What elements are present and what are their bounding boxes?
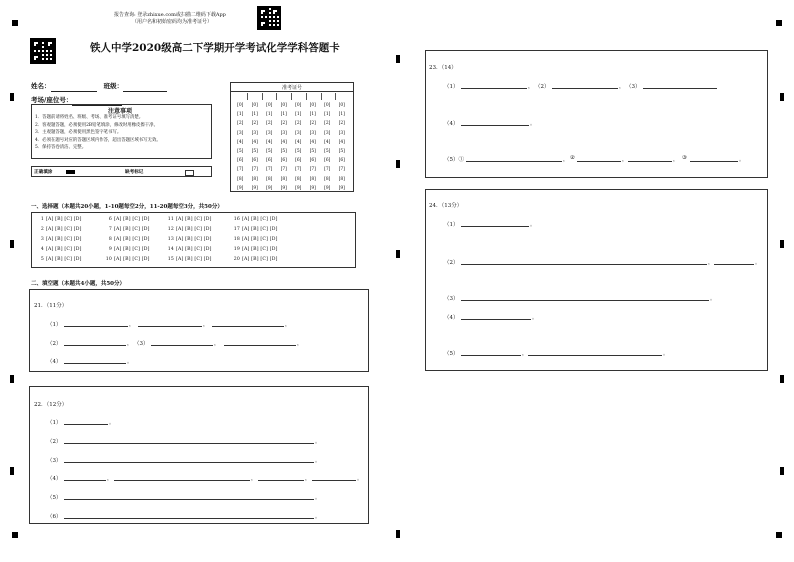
mc-question-number: 14 <box>167 247 174 252</box>
fill-legend <box>31 166 212 177</box>
exam-id-bubble[interactable]: [1] <box>251 112 258 118</box>
mc-question-number: 3 <box>40 237 44 242</box>
class-label: 班级： <box>103 82 124 90</box>
timing-mark <box>776 20 782 26</box>
mc-option-bubbles[interactable]: [A] [B] [C] [D] <box>114 217 150 222</box>
q22-part5-label: （5） <box>47 495 62 501</box>
mc-option-bubbles[interactable]: [A] [B] [C] [D] <box>114 227 150 232</box>
q22-answer-line[interactable] <box>64 518 314 519</box>
mc-question-row[interactable] <box>167 257 212 262</box>
q23-answer-line[interactable] <box>577 161 621 162</box>
mc-question-number: 7 <box>108 227 112 232</box>
exam-id-bubble[interactable]: [7] <box>338 167 345 173</box>
mc-option-bubbles[interactable]: [A] [B] [C] [D] <box>242 227 278 232</box>
exam-id-bubble[interactable]: [8] <box>324 176 331 182</box>
exam-id-bubble[interactable]: [2] <box>251 121 258 127</box>
q23-answer-line[interactable] <box>628 161 672 162</box>
mc-option-bubbles[interactable]: [A] [B] [C] [D] <box>242 257 278 262</box>
exam-id-bubble[interactable]: [2] <box>280 121 287 127</box>
exam-id-bubble[interactable]: [9] <box>324 185 331 191</box>
notice-title: 注意事项 <box>108 108 133 115</box>
exam-id-bubble[interactable]: [0] <box>295 103 302 108</box>
exam-id-bubble[interactable]: [6] <box>266 158 273 164</box>
mc-question-number: 1 <box>40 217 44 222</box>
exam-id-bubble[interactable]: [5] <box>324 148 331 154</box>
exam-id-bubble[interactable]: [7] <box>309 167 316 173</box>
mc-question-row[interactable] <box>105 227 150 232</box>
mc-question-number: 12 <box>167 227 174 232</box>
exam-id-bubble[interactable]: [0] <box>237 103 244 108</box>
exam-id-bubble[interactable]: [7] <box>266 167 273 173</box>
section2-title: 二、填空题（本题共4小题，共50分） <box>31 281 125 287</box>
exam-id-bubble[interactable]: [5] <box>280 148 287 154</box>
exam-id-bubble[interactable]: [0] <box>266 103 273 108</box>
q23-answer-line[interactable] <box>466 161 562 162</box>
exam-id-bubble[interactable]: [8] <box>237 176 244 182</box>
exam-id-bubble[interactable]: [5] <box>251 148 258 154</box>
timing-mark <box>396 55 400 63</box>
q23-answer-line[interactable] <box>552 88 618 89</box>
mc-question-number: 10 <box>105 257 112 262</box>
mc-option-bubbles[interactable]: [A] [B] [C] [D] <box>176 257 212 262</box>
qr-code-icon[interactable] <box>257 6 281 30</box>
exam-id-bubble[interactable]: [5] <box>295 148 302 154</box>
q21-answer-line[interactable] <box>212 326 284 327</box>
q23-head: 23．（14） <box>429 65 457 71</box>
exam-id-bubble[interactable]: [7] <box>251 167 258 173</box>
q21-part1-label: （1） <box>47 322 62 328</box>
mc-option-bubbles[interactable]: [A] [B] [C] [D] <box>46 227 82 232</box>
q23-part5-3-label: ③ <box>682 155 687 161</box>
exam-id-bubble[interactable]: [8] <box>266 176 273 182</box>
mc-option-bubbles[interactable]: [A] [B] [C] [D] <box>176 237 212 242</box>
exam-id-bubble[interactable]: [2] <box>295 121 302 127</box>
exam-id-bubble[interactable]: [1] <box>237 112 244 118</box>
exam-id-write-row[interactable] <box>233 93 351 100</box>
exam-id-bubble[interactable]: [5] <box>309 148 316 154</box>
exam-id-bubble[interactable]: [4] <box>295 139 302 145</box>
q21-answer-line[interactable] <box>151 345 213 346</box>
q21-part4-label: （4） <box>47 359 62 365</box>
q23-answer-line[interactable] <box>461 125 529 126</box>
timing-mark <box>396 530 400 538</box>
q23-answer-line[interactable] <box>461 88 527 89</box>
q24-head: 24．（13分） <box>429 203 463 209</box>
exam-id-bubble[interactable]: [9] <box>295 185 302 191</box>
mc-question-number: 16 <box>233 217 240 222</box>
exam-id-bubble[interactable]: [9] <box>266 185 273 191</box>
q21-part3-label: （3） <box>134 341 149 347</box>
notice-item: 5．保持答卷清洁、完整。 <box>35 145 87 151</box>
q21-part2-label: （2） <box>47 341 62 347</box>
mc-question-row[interactable] <box>37 227 82 232</box>
timing-mark <box>396 250 400 258</box>
report-query-text: 报告查询: 登录zhixue.com或扫描二维码下载App <box>114 12 226 18</box>
notice-item: 2．客观题答题，必须使用2B铅笔填涂，修改时用橡皮擦干净。 <box>35 122 158 128</box>
q22-part6-label: （6） <box>47 514 62 520</box>
exam-id-bubble[interactable]: [1] <box>309 112 316 118</box>
timing-mark <box>776 532 782 538</box>
exam-id-bubble[interactable]: [3] <box>338 130 345 136</box>
mc-option-bubbles[interactable]: [A] [B] [C] [D] <box>242 247 278 252</box>
exam-id-bubble[interactable]: [3] <box>237 130 244 136</box>
q23-part4-label: （4） <box>444 121 459 127</box>
exam-id-bubble[interactable]: [2] <box>324 121 331 127</box>
mc-question-number: 8 <box>108 237 112 242</box>
exam-id-bubble[interactable]: [3] <box>280 130 287 136</box>
q24-part5-label: （5） <box>444 351 459 357</box>
exam-id-bubble[interactable]: [4] <box>280 139 287 145</box>
exam-id-bubble[interactable]: [6] <box>338 158 345 164</box>
exam-id-bubble[interactable]: [7] <box>280 167 287 173</box>
q24-part2-label: （2） <box>444 260 459 266</box>
q21-answer-line[interactable] <box>224 345 296 346</box>
mc-question-row[interactable] <box>37 237 82 242</box>
q23-part2-label: （2） <box>535 84 550 90</box>
exam-id-bubble[interactable]: [5] <box>237 148 244 154</box>
exam-id-bubble[interactable]: [3] <box>295 130 302 136</box>
exam-id-bubble[interactable]: [8] <box>251 176 258 182</box>
q23-part5-label: （5）① <box>444 157 464 163</box>
q21-answer-line[interactable] <box>64 326 128 327</box>
q24-part4-label: （4） <box>444 315 459 321</box>
mc-question-number: 9 <box>108 247 112 252</box>
exam-id-bubble[interactable]: [1] <box>280 112 287 118</box>
mc-option-bubbles[interactable]: [A] [B] [C] [D] <box>46 257 82 262</box>
q22-answer-line[interactable] <box>64 424 108 425</box>
q22-part1-label: （1） <box>47 420 62 426</box>
exam-id-bubble[interactable]: [9] <box>280 185 287 191</box>
sheet-title: 铁人中学2020级高二下学期开学考试化学学科答题卡 <box>90 42 340 54</box>
q21-head: 21．（11分） <box>34 303 68 309</box>
exam-id-title: 准考证号 <box>281 85 302 91</box>
timing-mark <box>10 467 14 475</box>
q23-part5-2-label: ② <box>570 155 575 161</box>
report-query-note: （用户名和初始密码均为准考证号） <box>132 19 213 25</box>
exam-id-bubble[interactable]: [5] <box>338 148 345 154</box>
mc-question-row[interactable] <box>233 257 278 262</box>
mc-question-number: 5 <box>40 257 44 262</box>
mc-option-bubbles[interactable]: [A] [B] [C] [D] <box>176 247 212 252</box>
timing-mark <box>780 467 784 475</box>
q21-box <box>29 289 369 372</box>
mc-option-bubbles[interactable]: [A] [B] [C] [D] <box>242 237 278 242</box>
q24-answer-line[interactable] <box>714 264 754 265</box>
mc-question-row[interactable] <box>233 247 278 252</box>
notice-item: 1．答题前请将姓名、班级、考场、准考证号填写清楚。 <box>35 115 144 120</box>
q23-box <box>425 50 768 178</box>
q23-part3-label: （3） <box>626 84 641 90</box>
q21-answer-line[interactable] <box>64 363 126 364</box>
exam-id-bubble[interactable]: [6] <box>251 158 258 164</box>
exam-id-bubble[interactable]: [7] <box>324 167 331 173</box>
q22-answer-line[interactable] <box>64 462 314 463</box>
exam-id-bubble[interactable]: [4] <box>338 139 345 145</box>
q24-answer-line[interactable] <box>528 355 662 356</box>
exam-id-bubble[interactable]: [9] <box>237 185 244 191</box>
exam-id-bubble[interactable]: [0] <box>324 103 331 108</box>
exam-id-bubble[interactable]: [0] <box>280 103 287 108</box>
timing-mark <box>396 160 400 168</box>
q23-part1-label: （1） <box>444 84 459 90</box>
mc-question-row[interactable] <box>233 227 278 232</box>
exam-id-bubble[interactable]: [8] <box>309 176 316 182</box>
q24-answer-line[interactable] <box>461 226 529 227</box>
q22-answer-line[interactable] <box>258 480 304 481</box>
exam-id-bubble[interactable]: [0] <box>251 103 258 108</box>
exam-id-bubble-grid[interactable] <box>233 101 349 193</box>
q21-answer-line[interactable] <box>64 345 126 346</box>
section1-title: 一、选择题（本题共20小题，1-10题每空2分，11-20题每空3分，共50分） <box>31 204 223 210</box>
mc-question-row[interactable] <box>105 237 150 242</box>
mc-question-number: 2 <box>40 227 44 232</box>
exam-id-bubble[interactable]: [0] <box>309 103 316 108</box>
exam-id-bubble[interactable]: [4] <box>309 139 316 145</box>
mc-option-bubbles[interactable]: [A] [B] [C] [D] <box>46 217 82 222</box>
timing-mark <box>12 532 18 538</box>
q22-part3-label: （3） <box>47 458 62 464</box>
q24-part1-label: （1） <box>444 222 459 228</box>
exam-id-bubble[interactable]: [6] <box>295 158 302 164</box>
exam-id-bubble[interactable]: [1] <box>295 112 302 118</box>
mc-question-row[interactable] <box>105 217 150 222</box>
exam-id-bubble[interactable]: [1] <box>338 112 345 118</box>
exam-id-bubble[interactable]: [3] <box>266 130 273 136</box>
name-label: 姓名： <box>31 82 51 90</box>
q24-answer-line[interactable] <box>461 319 531 320</box>
mc-question-number: 19 <box>233 247 240 252</box>
mc-question-number: 17 <box>233 227 240 232</box>
mc-question-number: 13 <box>167 237 174 242</box>
q24-part3-label: （3） <box>444 296 459 302</box>
q22-answer-line[interactable] <box>64 499 314 500</box>
mc-question-row[interactable] <box>167 217 212 222</box>
timing-mark <box>10 240 14 248</box>
q24-answer-line[interactable] <box>461 264 707 265</box>
mc-question-number: 4 <box>40 247 44 252</box>
q24-answer-line[interactable] <box>461 355 521 356</box>
exam-id-bubble[interactable]: [7] <box>295 167 302 173</box>
exam-id-bubble[interactable]: [6] <box>324 158 331 164</box>
mc-question-row[interactable] <box>233 217 278 222</box>
exam-id-bubble[interactable]: [4] <box>237 139 244 145</box>
barcode-qr-icon <box>30 38 56 64</box>
q22-part2-label: （2） <box>47 439 62 445</box>
mc-option-bubbles[interactable]: [A] [B] [C] [D] <box>176 217 212 222</box>
timing-mark <box>10 375 14 383</box>
q24-box <box>425 189 768 371</box>
q22-head: 22．（12分） <box>34 402 68 408</box>
absent-mark-box[interactable] <box>185 170 194 176</box>
mc-question-row[interactable] <box>167 247 212 252</box>
exam-id-bubble[interactable]: [9] <box>338 185 345 191</box>
exam-id-bubble[interactable]: [4] <box>251 139 258 145</box>
mc-question-row[interactable] <box>167 227 212 232</box>
timing-mark <box>780 93 784 101</box>
exam-id-bubble[interactable]: [2] <box>266 121 273 127</box>
mc-question-row[interactable] <box>167 237 212 242</box>
correct-fill-label: 正确填涂 <box>34 170 53 175</box>
q23-answer-line[interactable] <box>690 161 738 162</box>
mc-question-row[interactable] <box>37 257 82 262</box>
q21-answer-line[interactable] <box>138 326 202 327</box>
q22-answer-line[interactable] <box>312 480 356 481</box>
notice-item: 3．主观题答题，必须使用黑色签字笔书写。 <box>35 130 122 136</box>
mc-option-bubbles[interactable]: [A] [B] [C] [D] <box>114 257 150 262</box>
correct-fill-sample <box>66 170 75 174</box>
exam-id-box <box>230 82 354 192</box>
mc-question-row[interactable] <box>105 257 150 262</box>
exam-id-bubble[interactable]: [9] <box>251 185 258 191</box>
exam-id-bubble[interactable]: [4] <box>266 139 273 145</box>
mc-question-number: 6 <box>108 217 112 222</box>
mc-option-bubbles[interactable]: [A] [B] [C] [D] <box>114 237 150 242</box>
notice-item: 4．必须在题号对应的答题区域内作答，超出答题区域书写无效。 <box>35 137 161 143</box>
mc-option-bubbles[interactable]: [A] [B] [C] [D] <box>46 247 82 252</box>
q22-part4-label: （4） <box>47 476 62 482</box>
exam-id-bubble[interactable]: [6] <box>280 158 287 164</box>
exam-id-bubble[interactable]: [3] <box>251 130 258 136</box>
q22-answer-line[interactable] <box>64 443 314 444</box>
mc-question-row[interactable] <box>233 237 278 242</box>
timing-mark <box>12 20 18 26</box>
mc-option-bubbles[interactable]: [A] [B] [C] [D] <box>176 227 212 232</box>
exam-id-bubble[interactable]: [2] <box>309 121 316 127</box>
timing-mark <box>10 93 14 101</box>
exam-id-bubble[interactable]: [8] <box>338 176 345 182</box>
exam-id-bubble[interactable]: [9] <box>309 185 316 191</box>
mc-question-number: 15 <box>167 257 174 262</box>
q22-box <box>29 386 369 524</box>
exam-id-bubble[interactable]: [2] <box>338 121 345 127</box>
exam-id-bubble[interactable]: [1] <box>266 112 273 118</box>
mc-option-bubbles[interactable]: [A] [B] [C] [D] <box>46 237 82 242</box>
exam-id-bubble[interactable]: [8] <box>295 176 302 182</box>
absent-mark-label: 缺考标记 <box>125 170 144 175</box>
notice-list <box>35 114 161 152</box>
mc-question-row[interactable] <box>105 247 150 252</box>
exam-id-bubble[interactable]: [5] <box>266 148 273 154</box>
exam-id-bubble[interactable]: [7] <box>237 167 244 173</box>
q22-answer-line[interactable] <box>114 480 250 481</box>
exam-id-bubble[interactable]: [8] <box>280 176 287 182</box>
mc-question-number: 11 <box>167 217 174 222</box>
exam-id-bubble[interactable]: [2] <box>237 121 244 127</box>
mc-question-number: 18 <box>233 237 240 242</box>
mc-option-bubbles[interactable]: [A] [B] [C] [D] <box>242 217 278 222</box>
timing-mark <box>780 375 784 383</box>
exam-id-bubble[interactable]: [0] <box>338 103 345 108</box>
mc-question-row[interactable] <box>37 247 82 252</box>
notice-box <box>31 104 212 159</box>
exam-id-bubble[interactable]: [4] <box>324 139 331 145</box>
timing-mark <box>780 240 784 248</box>
q23-answer-line[interactable] <box>643 88 717 89</box>
exam-id-bubble[interactable]: [6] <box>237 158 244 164</box>
q22-answer-line[interactable] <box>64 480 106 481</box>
mc-question-row[interactable] <box>37 217 82 222</box>
exam-id-bubble[interactable]: [1] <box>324 112 331 118</box>
exam-id-bubble[interactable]: [3] <box>309 130 316 136</box>
q24-answer-line[interactable] <box>461 300 709 301</box>
exam-id-bubble[interactable]: [3] <box>324 130 331 136</box>
exam-id-bubble[interactable]: [6] <box>309 158 316 164</box>
mc-option-bubbles[interactable]: [A] [B] [C] [D] <box>114 247 150 252</box>
seat-label: 考场/座位号： <box>31 96 73 104</box>
mc-question-number: 20 <box>233 257 240 262</box>
